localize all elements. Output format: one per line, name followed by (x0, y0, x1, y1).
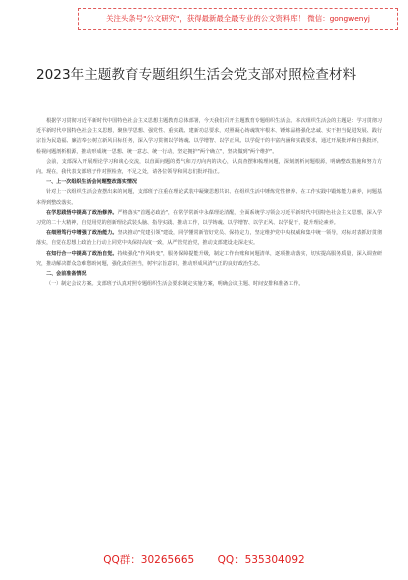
item-lead: 在细照笃行中增强了政治能力。 (46, 230, 118, 237)
promo-banner: 关注头条号"公文研究"，获得最新最全最专业的公文资料库！ 微信：gongwenyj (78, 8, 398, 30)
list-item (36, 208, 382, 228)
paragraph: （一）制定会议方案。支部班子认真对照专题组织生活会要求制定实施方案，明确会议主题、时间安排和准备工作。 (46, 281, 304, 288)
paragraph: 针对上一次组织生活会查摆出来的问题，支部班子注重在理论武装中凝聚思想共识、在组织生活中锤炼党性修养、在工作实践中锻炼能力素养，问题基本得到整改落实。 (36, 189, 382, 206)
paragraph: 根据学习贯彻习近平新时代中国特色社会主义思想主题教育总体部署，今天我们召开主题教育专题组织生活会。本次组织生活会的主题是：学习贯彻习近平新时代中国特色社会主义思想，聚焦学思想、强党性、重实践、建新功总要求，对照凝心铸魂筑牢根本、锤炼品格强化忠诚、实干担当促进发展、践行宗旨为民造福、廉洁奉公树立新风目标任务，深入学习贯彻以学铸魂、以学增智、以学正风、以学促干的丰富内涵和实践要求，通过开展批评和自我批评，检视问题剖析根源，推动形成统一思想、统一意志、统一行动，坚定拥护"两个确立"，坚决做到"两个维护"。 (36, 118, 382, 155)
qq-group-number: QQ群：30265665 (103, 554, 195, 566)
section-heading: 二、会前准备情况 (46, 271, 87, 278)
item-text: 坚决推动"党建引领"建设，同学懂常新管好党员、保持定力，坚定维护党中央权威和集中统一领导，对标对表抓好贯彻落实，自觉在思想上政治上行动上同党中央保持高度一致，从严管党治党，推动支部建设走深走实。 (36, 230, 382, 247)
contact-footer (0, 552, 408, 567)
item-lead: 在知行合一中提高了政治自觉。 (46, 250, 118, 257)
list-item (36, 228, 382, 248)
list-item (36, 249, 382, 269)
item-text: 严格落实"首题必政治"，在常学常新中永葆理论清醒，全面系统学习领会习近平新时代中国特色社会主义思想，深入学习党的二十大精神，自觉用党的创新理论武装头脑、指导实践、推动工作，以学铸魂、以学增智、以学正风、以学促干，提升理论素养。 (36, 209, 382, 227)
page-title: 2023年主题教育专题组织生活会党支部对照检查材料 (36, 67, 357, 83)
section-heading: 一、上一次组织生活会问题整改落实情况 (46, 179, 137, 186)
item-lead: 在学思践悟中提高了政治修养。 (46, 209, 118, 216)
document-body (36, 116, 382, 289)
qq-number: QQ：535304092 (217, 554, 305, 566)
paragraph: 会前，支部深入开展理论学习和谈心交流，以直面问题的勇气和刀刃向内的决心，认真查摆和梳理问题，深刻剖析问题根源，明确整改措施和努力方向。现在，我代表支部班子作对照检查，不足之处，请各位领导和同志们批评指正。 (36, 158, 382, 176)
item-text: 持续强化"作风转变"，服务保障提能升级，制定工作台账和问题清单，逐项推动落实，切实提高服务质量，深入调查研究，推动解决群众急难愁盼问题，强化责任担当，树牢宗旨意识，推动形成风清气正的良好政治生态。 (36, 250, 382, 267)
